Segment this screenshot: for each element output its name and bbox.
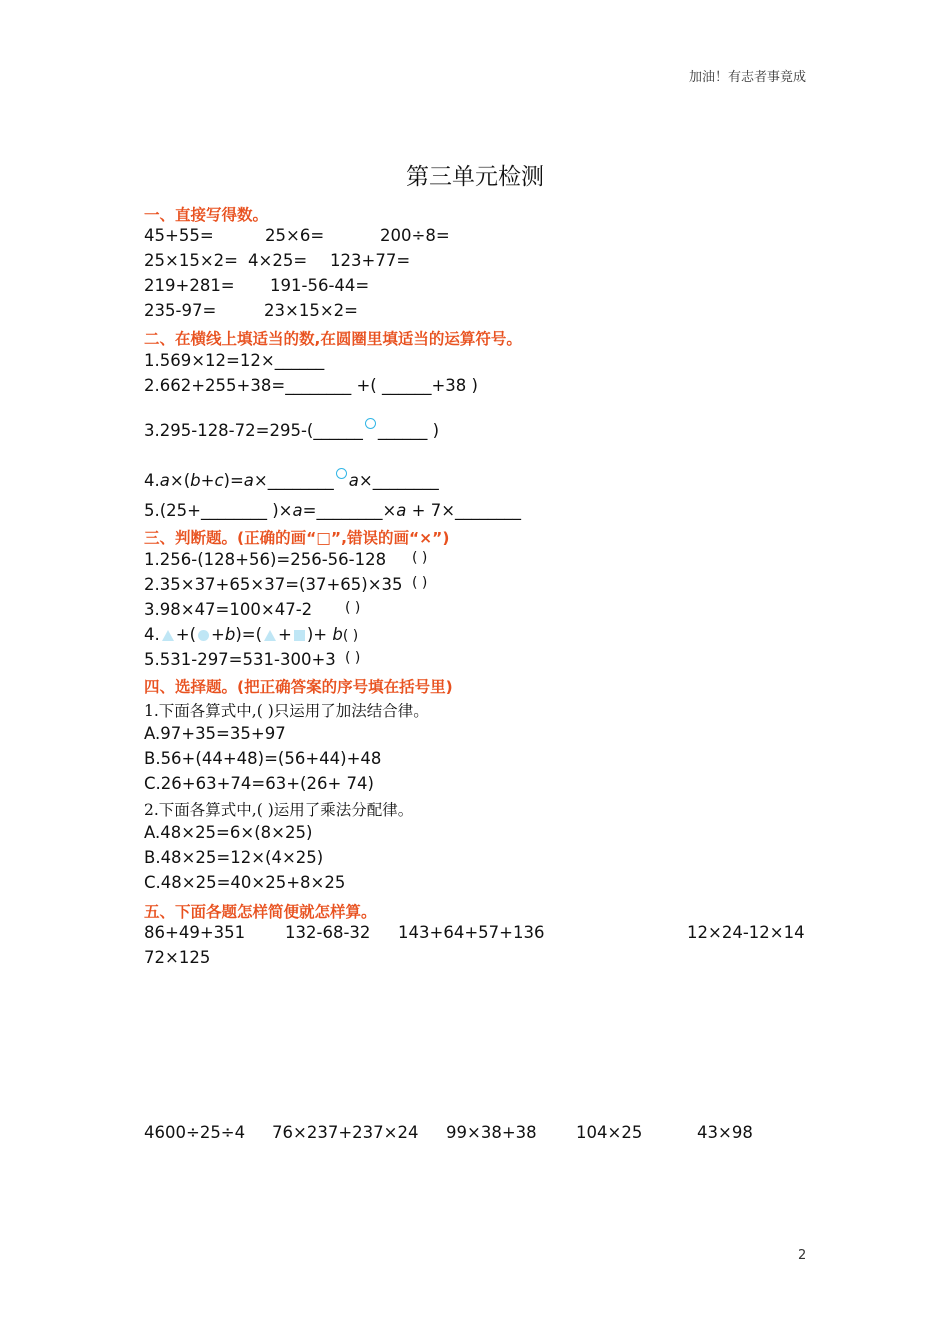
s4-q2-stem-text: 2.下面各算式中,( )运用了乘法分配律。: [144, 801, 414, 819]
section4-heading: 四、选择题。(把正确答案的序号填在括号里): [144, 678, 453, 696]
s3-q4-t2: +: [211, 625, 225, 644]
s5-r1b: 72×125: [144, 948, 211, 967]
s5-r1-c1: 86+49+351: [144, 923, 246, 942]
s4-q1-b: B.56+(44+48)=(56+44)+48: [144, 749, 382, 768]
operator-circle-icon: [365, 418, 376, 429]
s4-q1-stem: [144, 699, 429, 721]
s1-r4-c2: 23×15×2=: [264, 301, 358, 320]
s4-q2-b: B.48×25=12×(4×25): [144, 848, 324, 867]
s2-q2: 2.662+255+38=________ +( ______+38 ): [144, 376, 478, 395]
s2-q4-t3: )=: [223, 471, 244, 490]
s3-q5: 5.531-297=531-300+3: [144, 650, 336, 669]
s5-r2-c4: 104×25: [576, 1123, 643, 1142]
var-c: c: [214, 471, 224, 490]
operator-circle-icon: [336, 468, 347, 479]
s4-q2-a: A.48×25=6×(8×25): [144, 823, 313, 842]
s3-q3: 3.98×47=100×47-2: [144, 600, 313, 619]
s5-r2-c3: 99×38+38: [446, 1123, 537, 1142]
s3-q5-paren: ( ): [345, 650, 361, 666]
square-icon: [294, 630, 305, 641]
s2-q1: 1.569×12=12×______: [144, 351, 325, 370]
page-number: 2: [798, 1248, 807, 1263]
s4-q1-stem-text: 1.下面各算式中,( )只运用了加法结合律。: [144, 702, 429, 720]
s5-r1-c2: 132-68-32: [285, 923, 371, 942]
section5-heading: 五、下面各题怎样简便就怎样算。: [144, 903, 377, 921]
s2-q3-part-a: 3.295-128-72=295-(______: [144, 421, 363, 440]
s1-r1-c1: 45+55=: [144, 226, 214, 245]
s2-q5-t1: 5.(25+________ )×: [144, 501, 293, 520]
header-motto: 加油！有志者事竟成: [688, 70, 806, 85]
s3-q4-t1: +(: [175, 625, 197, 644]
s3-q4-t4: +: [278, 625, 292, 644]
var-b: b: [224, 625, 236, 644]
s2-q5-t2: =________×: [302, 501, 397, 520]
s1-r2-c2: 4×25=: [248, 251, 308, 270]
var-b: b: [332, 625, 343, 644]
s2-q4-t4: ×________: [253, 471, 334, 490]
s4-q1-c: C.26+63+74=63+(26+ 74): [144, 774, 374, 793]
var-a: a: [292, 501, 303, 520]
s5-r2-c5: 43×98: [697, 1123, 753, 1142]
s4-q2-stem: [144, 798, 413, 820]
circle-shape-icon: [198, 630, 209, 641]
s2-q5-t3: + 7×________: [406, 501, 522, 520]
s1-r1-c3: 200÷8=: [380, 226, 450, 245]
s4-q2-c: C.48×25=40×25+8×25: [144, 873, 346, 892]
section2-heading: 二、在横线上填适当的数,在圆圈里填适当的运算符号。: [144, 330, 522, 348]
s1-r2-c3: 123+77=: [330, 251, 411, 270]
var-a: a: [348, 471, 359, 490]
s2-q4-t1: ×(: [169, 471, 191, 490]
s3-q4-paren: ( ): [342, 628, 359, 644]
s5-r2-c2: 76×237+237×24: [272, 1123, 419, 1142]
var-a: a: [243, 471, 254, 490]
s3-q1: 1.256-(128+56)=256-56-128: [144, 550, 387, 569]
var-b: b: [190, 471, 201, 490]
s2-q4-t2: +: [200, 471, 215, 490]
s3-q4: [144, 625, 358, 644]
section1-heading: 一、直接写得数。: [144, 206, 269, 224]
section3-heading: 三、判断题。(正确的画“□”,错误的画“×”): [144, 529, 450, 547]
s2-q4-t5: ×________: [358, 471, 439, 490]
s3-q2: 2.35×37+65×37=(37+65)×35: [144, 575, 403, 594]
s1-r1-c2: 25×6=: [265, 226, 325, 245]
s5-r2-c1: 4600÷25÷4: [144, 1123, 246, 1142]
s3-q4-t3: )=(: [235, 625, 263, 644]
s2-q4: [144, 468, 439, 490]
s3-q3-paren: ( ): [345, 600, 361, 616]
s3-q4-num: 4.: [144, 625, 160, 644]
s4-q1-a: A.97+35=35+97: [144, 724, 286, 743]
s3-q1-paren: ( ): [412, 550, 428, 566]
s1-r4-c1: 235-97=: [144, 301, 217, 320]
s1-r3-c1: 219+281=: [144, 276, 235, 295]
triangle-icon: [162, 630, 174, 641]
s1-r2-c1: 25×15×2=: [144, 251, 238, 270]
triangle-icon: [264, 630, 276, 641]
s1-r3-c2: 191-56-44=: [270, 276, 370, 295]
s5-r1-c4: 12×24-12×14: [687, 923, 805, 942]
s2-q5: [144, 501, 521, 520]
page-title: 第三单元检测: [406, 164, 544, 190]
s2-q3: [144, 418, 439, 440]
s2-q3-part-b: ______ ): [377, 421, 440, 440]
var-a: a: [396, 501, 407, 520]
s3-q4-t5: )+: [306, 625, 328, 644]
var-a: a: [159, 471, 170, 490]
s5-r1-c3: 143+64+57+136: [398, 923, 545, 942]
s2-q4-num: 4.: [144, 471, 160, 490]
s3-q2-paren: ( ): [412, 575, 428, 591]
